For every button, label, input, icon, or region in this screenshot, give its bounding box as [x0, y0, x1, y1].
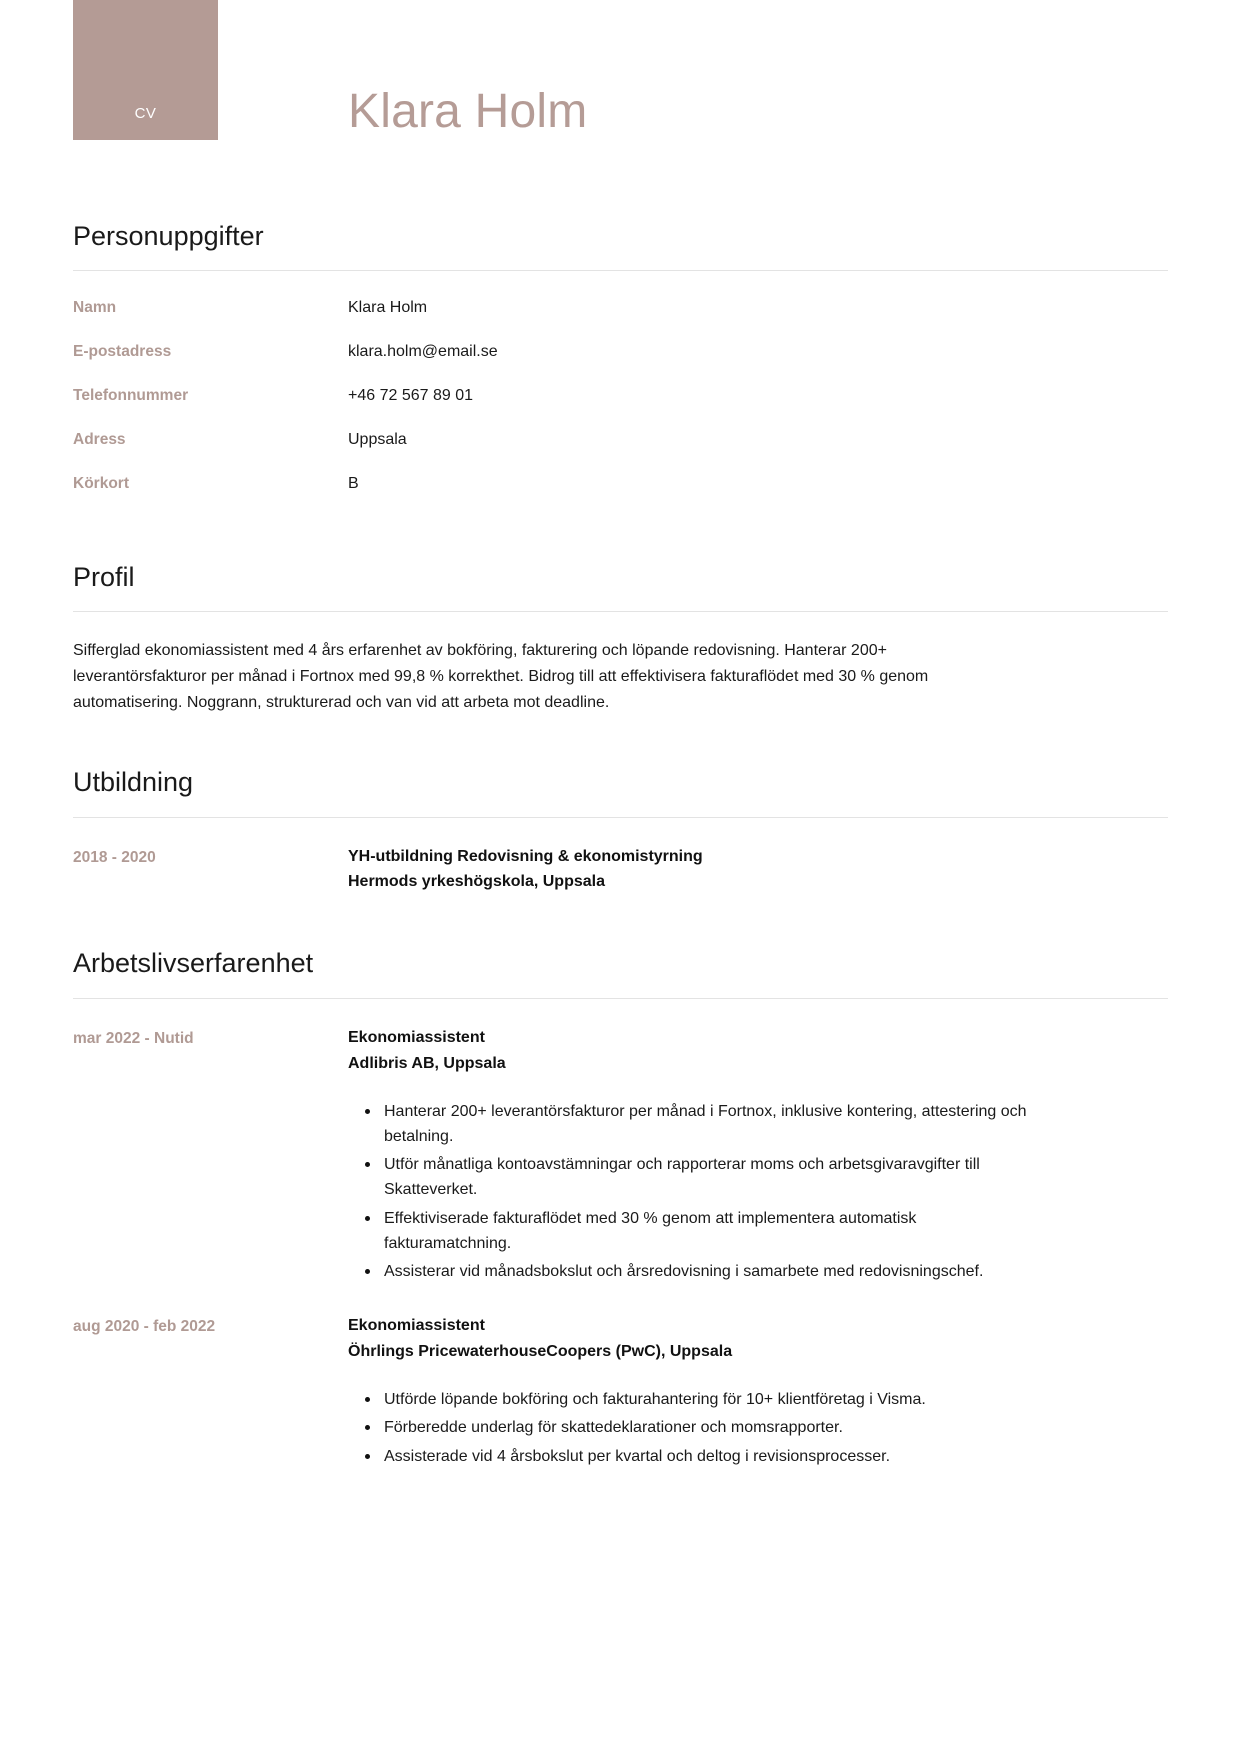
detail-label: Telefonnummer	[73, 387, 189, 405]
experience-list	[73, 999, 1168, 1472]
detail-row	[73, 473, 1168, 495]
experience-date: aug 2020 - feb 2022	[73, 1318, 216, 1336]
detail-value: klara.holm@email.se	[348, 343, 498, 361]
experience-bullet-list	[348, 1387, 1168, 1469]
experience-job-title: Ekonomiassistent	[348, 1317, 485, 1335]
section-personal-details	[73, 176, 1168, 495]
detail-row	[73, 429, 1168, 451]
section-title-education: Utbildning	[73, 767, 194, 798]
section-education	[73, 722, 1168, 895]
cv-header	[0, 0, 1241, 176]
detail-row	[73, 297, 1168, 319]
profile-body	[73, 612, 1168, 716]
personal-details-list	[73, 271, 1168, 495]
section-profile	[73, 517, 1168, 716]
experience-employer: Öhrlings PricewaterhouseCoopers (PwC), Uppsala	[348, 1343, 733, 1361]
section-work-experience	[73, 903, 1168, 1472]
detail-label: E-postadress	[73, 343, 172, 361]
education-list	[73, 818, 1168, 896]
experience-bullet: Förberedde underlag för skattedeklarationer och momsrapporter.	[348, 1415, 1048, 1440]
experience-bullet: Hanterar 200+ leverantörsfakturor per månad i Fortnox, inklusive kontering, attestering och betalning.	[348, 1099, 1048, 1150]
education-entry-main	[348, 844, 1168, 896]
experience-entry-main	[348, 1313, 1168, 1472]
education-entry	[73, 844, 1168, 896]
experience-entry	[73, 1313, 1168, 1472]
section-title-experience: Arbetslivserfarenhet	[73, 948, 314, 979]
cv-badge-label: CV	[134, 105, 157, 122]
detail-label: Körkort	[73, 475, 129, 493]
experience-bullet: Assisterar vid månadsbokslut och årsredovisning i samarbete med redovisningschef.	[348, 1259, 1048, 1284]
profile-summary-text: Sifferglad ekonomiassistent med 4 års erfarenhet av bokföring, fakturering och löpande redovisning. Hanterar 200+ leverantörsfakturor per månad i Fortnox med 99,8 % korrekthet. Bidrog till att effektivisera fakturaflödet med 30 % genom automatisering. Noggrann, strukturerad och van vid att arbeta mot deadline.	[73, 642, 929, 712]
experience-employer: Adlibris AB, Uppsala	[348, 1054, 506, 1072]
detail-value: Klara Holm	[348, 299, 428, 317]
education-institution: Hermods yrkeshögskola, Uppsala	[348, 873, 605, 891]
experience-bullet-list	[348, 1099, 1168, 1285]
cv-content	[0, 176, 1241, 1558]
section-title-personal: Personuppgifter	[73, 221, 264, 251]
education-program: YH-utbildning Redovisning & ekonomistyrning	[348, 847, 703, 865]
detail-value: Uppsala	[348, 431, 407, 449]
experience-bullet: Assisterade vid 4 årsbokslut per kvartal och deltog i revisionsprocesser.	[348, 1444, 1048, 1469]
section-title-profile: Profil	[73, 562, 135, 592]
education-date: 2018 - 2020	[73, 848, 156, 866]
experience-bullet: Effektiviserade fakturaflödet med 30 % genom att implementera automatisk fakturamatchning.	[348, 1206, 1048, 1257]
experience-job-title: Ekonomiassistent	[348, 1028, 485, 1046]
detail-label: Namn	[73, 299, 117, 317]
experience-entry	[73, 1025, 1168, 1288]
experience-bullet: Utför månatliga kontoavstämningar och rapporterar moms och arbetsgivaravgifter till Skatteverket.	[348, 1152, 1048, 1203]
detail-value: +46 72 567 89 01	[348, 387, 474, 405]
candidate-name: Klara Holm	[348, 85, 588, 138]
detail-row	[73, 385, 1168, 407]
experience-bullet: Utförde löpande bokföring och fakturahantering för 10+ klientföretag i Visma.	[348, 1387, 1048, 1412]
detail-row	[73, 341, 1168, 363]
detail-value: B	[348, 475, 359, 493]
experience-entry-main	[348, 1025, 1168, 1288]
experience-date: mar 2022 - Nutid	[73, 1029, 194, 1047]
cv-badge	[73, 0, 218, 140]
detail-label: Adress	[73, 431, 126, 449]
